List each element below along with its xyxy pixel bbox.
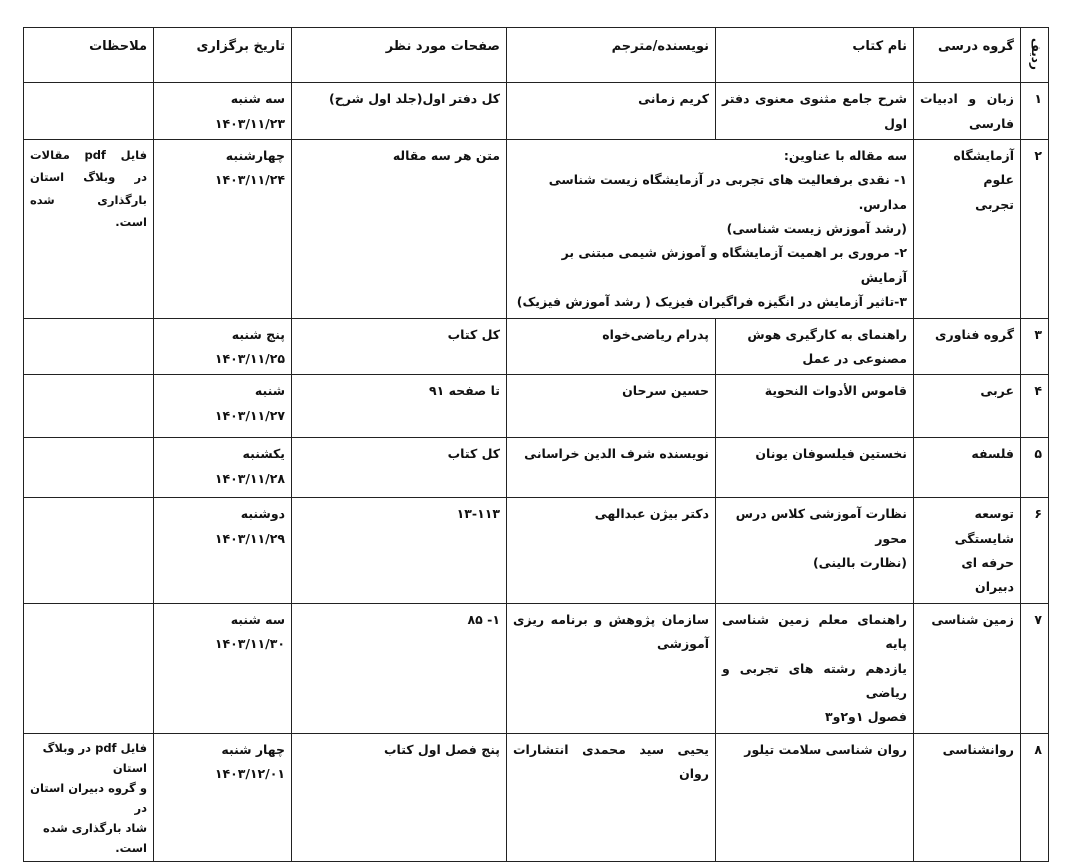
notes-cell: [24, 318, 154, 375]
date-cell: چهارشنبه ۱۴۰۳/۱۱/۲۴: [154, 139, 292, 318]
group-cell: زبان و ادبیات فارسی: [914, 83, 1021, 140]
notes-cell: فایل pdf در وبلاگ استان و گروه دبیران استان در شاد بارگذاری شده است.: [24, 733, 154, 862]
author-cell: پدرام ریاضی‌خواه: [507, 318, 716, 375]
date-cell: پنج شنبه ۱۴۰۳/۱۱/۲۵: [154, 318, 292, 375]
table-row: [24, 603, 1049, 733]
row-number: ۳: [1021, 318, 1049, 375]
group-cell: عربی: [914, 375, 1021, 438]
table-row: [24, 375, 1049, 438]
author-cell: کریم زمانی: [507, 83, 716, 140]
book-cell: قاموس الأدوات النحویة: [716, 375, 914, 438]
pages-cell: متن هر سه مقاله: [292, 139, 507, 318]
author-cell: یحیی سید محمدی انتشارات روان: [507, 733, 716, 862]
group-cell: گروه فناوری: [914, 318, 1021, 375]
row-number: ۸: [1021, 733, 1049, 862]
date-cell: سه شنبه ۱۴۰۳/۱۱/۳۰: [154, 603, 292, 733]
pages-cell: کل کتاب: [292, 318, 507, 375]
group-cell: روانشناسی: [914, 733, 1021, 862]
book-cell: راهنمای به کارگیری هوش مصنوعی در عمل: [716, 318, 914, 375]
author-cell: حسین سرحان: [507, 375, 716, 438]
table-row: [24, 83, 1049, 140]
table-row: [24, 498, 1049, 604]
notes-cell: فایل pdf مقالات در وبلاگ استان بارگذاری شده است.: [24, 139, 154, 318]
group-cell: توسعه شایستگی حرفه ای دبیران: [914, 498, 1021, 604]
header-author: نویسنده/مترجم: [507, 28, 716, 83]
header-pages: صفحات مورد نظر: [292, 28, 507, 83]
notes-cell: [24, 83, 154, 140]
row-number: ۶: [1021, 498, 1049, 604]
author-cell: نویسنده شرف الدین خراسانی: [507, 438, 716, 498]
reading-schedule-table: [23, 27, 1049, 862]
group-cell: آزمایشگاه علوم تجربی: [914, 139, 1021, 318]
book-cell: شرح جامع مثنوی معنوی دفتر اول: [716, 83, 914, 140]
notes-cell: [24, 603, 154, 733]
row-number: ۷: [1021, 603, 1049, 733]
group-cell: فلسفه: [914, 438, 1021, 498]
table-row: [24, 318, 1049, 375]
author-cell: سازمان پژوهش و برنامه ریزی آموزشی: [507, 603, 716, 733]
book-cell: روان شناسی سلامت تیلور: [716, 733, 914, 862]
notes-cell: [24, 375, 154, 438]
pages-cell: تا صفحه ۹۱: [292, 375, 507, 438]
date-cell: سه شنبه ۱۴۰۳/۱۱/۲۳: [154, 83, 292, 140]
header-group: گروه درسی: [914, 28, 1021, 83]
row-number: ۴: [1021, 375, 1049, 438]
row-number: ۲: [1021, 139, 1049, 318]
group-cell: زمین شناسی: [914, 603, 1021, 733]
book-cell: نظارت آموزشی کلاس درس محور (نظارت بالینی): [716, 498, 914, 604]
author-cell: دکتر بیژن عبدالهی: [507, 498, 716, 604]
header-row-number: ردیف: [1021, 28, 1049, 83]
pages-cell: کل کتاب: [292, 438, 507, 498]
date-cell: چهار شنبه ۱۴۰۳/۱۲/۰۱: [154, 733, 292, 862]
table-header-row: [24, 28, 1049, 83]
pages-cell: کل دفتر اول(جلد اول شرح): [292, 83, 507, 140]
notes-cell: [24, 438, 154, 498]
header-date: تاریخ برگزاری: [154, 28, 292, 83]
table-row: [24, 139, 1049, 318]
date-cell: یکشنبه ۱۴۰۳/۱۱/۲۸: [154, 438, 292, 498]
book-cell: نخستین فیلسوفان یونان: [716, 438, 914, 498]
date-cell: شنبه ۱۴۰۳/۱۱/۲۷: [154, 375, 292, 438]
pages-cell: ۱- ۸۵: [292, 603, 507, 733]
notes-cell: [24, 498, 154, 604]
date-cell: دوشنبه ۱۴۰۳/۱۱/۲۹: [154, 498, 292, 604]
header-book: نام کتاب: [716, 28, 914, 83]
table-row: [24, 733, 1049, 862]
row-number: ۵: [1021, 438, 1049, 498]
pages-cell: پنج فصل اول کتاب: [292, 733, 507, 862]
book-cell: راهنمای معلم زمین شناسی پایه یازدهم رشته های تجربی و ریاضی فصول ۱و۲و۳: [716, 603, 914, 733]
table-row: [24, 438, 1049, 498]
pages-cell: ۱۳-۱۱۳: [292, 498, 507, 604]
row-number: ۱: [1021, 83, 1049, 140]
header-notes: ملاحظات: [24, 28, 154, 83]
book-cell: سه مقاله با عناوین: ۱- نقدی برفعالیت های تجربی در آزمایشگاه زیست شناسی مدارس. (رشد آموزش زیست شناسی) ۲- مروری بر اهمیت آزمایشگاه و آموزش شیمی مبتنی بر آزمایش ۳-تاثیر آزمایش در انگیزه فراگیران فیزیک ( رشد آموزش فیزیک): [507, 139, 914, 318]
